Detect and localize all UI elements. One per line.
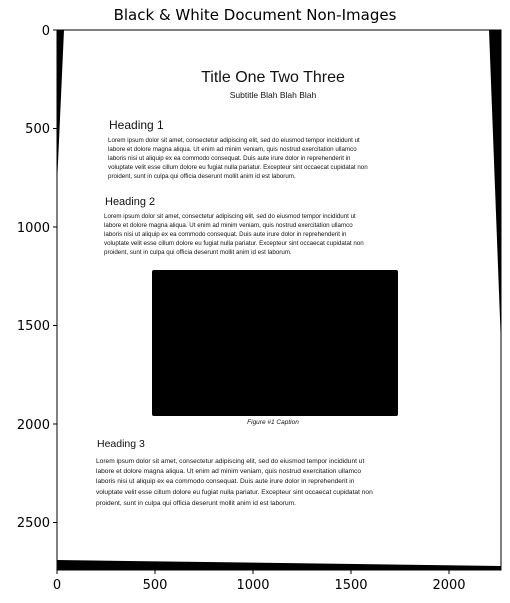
figure-caption: Figure #1 Caption <box>247 419 299 426</box>
figure-title: Black & White Document Non-Images <box>113 6 397 24</box>
y-tick-label: 1500 <box>16 319 50 334</box>
x-tick-label: 500 <box>142 578 168 593</box>
body-line: voluptate velit esse cillum dolore eu fugiat nulla pariatur. Excepteur sint occaecat cupidatat non <box>104 240 364 247</box>
body-line: labore et dolore magna aliqua. Ut enim ad minim veniam, quis nostrud exercitation ullamco <box>96 468 361 475</box>
doc-subtitle: Subtitle Blah Blah Blah <box>229 90 317 100</box>
body-line: Lorem ipsum dolor sit amet, consectetur adipiscing elit, sed do eiusmod tempor incididunt ut <box>96 458 365 465</box>
body-line: Lorem ipsum dolor sit amet, consectetur adipiscing elit, sed do eiusmod tempor incididunt ut <box>108 137 360 144</box>
x-tick-label: 2000 <box>432 578 466 593</box>
doc-title: Title One Two Three <box>201 69 345 86</box>
body-line: voluptate velit esse cillum dolore eu fugiat nulla pariatur. Excepteur sint occaecat cupidatat non <box>96 489 373 496</box>
body-line: laboris nisi ut aliquip ex ea commodo consequat. Duis aute irure dolor in reprehenderit in <box>104 231 347 238</box>
body-line: laboris nisi ut aliquip ex ea commodo consequat. Duis aute irure dolor in reprehenderit in <box>108 155 351 162</box>
x-tick-label: 0 <box>52 578 62 593</box>
section-heading: Heading 1 <box>109 118 164 132</box>
y-tick-label: 2500 <box>16 516 50 531</box>
section-heading: Heading 3 <box>97 438 145 450</box>
y-tick-label: 500 <box>25 122 50 137</box>
y-tick-label: 1000 <box>16 221 50 236</box>
y-tick-label: 0 <box>41 24 50 39</box>
body-line: labore et dolore magna aliqua. Ut enim ad minim veniam, quis nostrud exercitation ullamco <box>104 222 353 229</box>
x-axis <box>53 570 466 593</box>
body-line: laboris nisi ut aliquip ex ea commodo consequat. Duis aute irure dolor in reprehenderit in <box>96 478 355 485</box>
body-line: voluptate velit esse cillum dolore eu fugiat nulla pariatur. Excepteur sint occaecat cupidatat non <box>108 164 368 171</box>
figure-image-placeholder <box>152 270 398 416</box>
y-axis <box>17 24 57 531</box>
x-tick-label: 1000 <box>236 578 270 593</box>
body-line: proident, sunt in culpa qui officia deserunt mollit anim id est laborum. <box>104 249 292 256</box>
x-tick-label: 1500 <box>334 578 368 593</box>
body-line: proident, sunt in culpa qui officia deserunt mollit anim id est laborum. <box>96 500 296 507</box>
y-tick-label: 2000 <box>16 418 50 433</box>
body-line: Lorem ipsum dolor sit amet, consectetur adipiscing elit, sed do eiusmod tempor incididunt ut <box>104 213 356 220</box>
body-line: labore et dolore magna aliqua. Ut enim ad minim veniam, quis nostrud exercitation ullamco <box>108 146 357 153</box>
body-line: proident, sunt in culpa qui officia deserunt mollit anim id est laborum. <box>108 173 296 180</box>
section-heading: Heading 2 <box>105 196 156 208</box>
